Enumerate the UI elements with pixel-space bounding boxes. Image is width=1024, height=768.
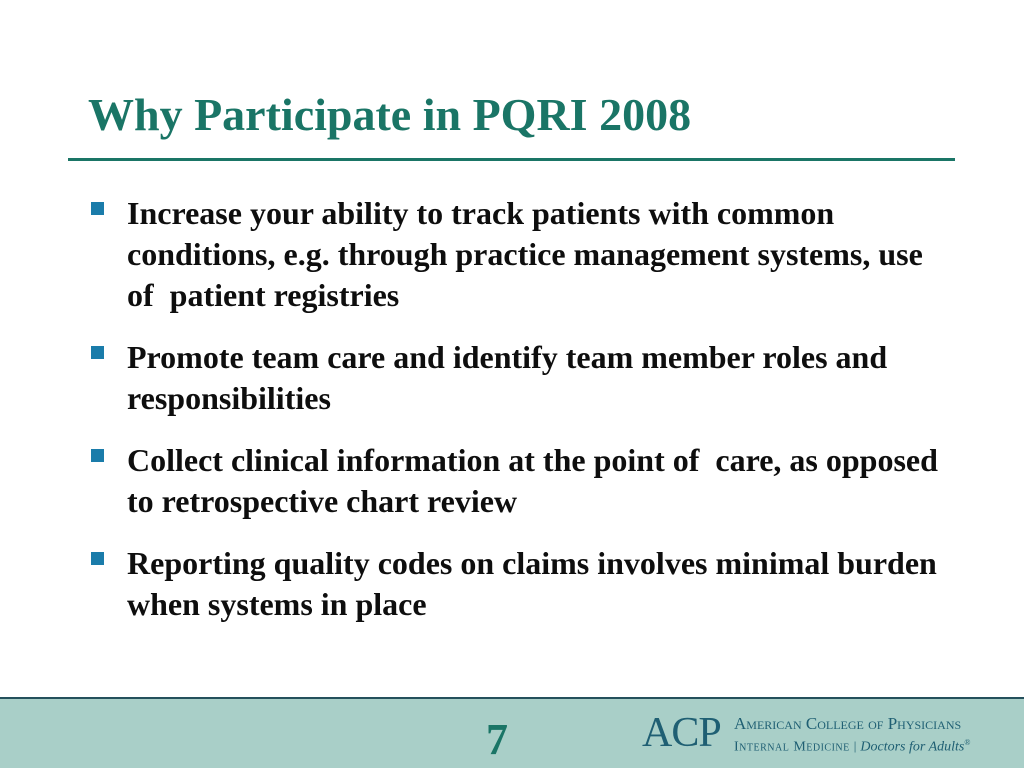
logo-separator: | xyxy=(853,738,857,754)
logo-organization-name: American College of Physicians xyxy=(734,714,962,733)
square-bullet-icon xyxy=(91,552,104,565)
bullet-text: Promote team care and identify team member roles and responsibilities xyxy=(127,339,888,416)
logo-acronym: ACP xyxy=(642,710,721,756)
footer-band xyxy=(0,699,1024,768)
bullet-text: Increase your ability to track patients with common conditions, e.g. through practice management systems, use of patient registries xyxy=(127,195,923,313)
logo-tagline: Doctors for Adults xyxy=(860,739,965,755)
bullet-item xyxy=(88,337,948,419)
title-divider xyxy=(68,158,955,161)
slide-title: Why Participate in PQRI 2008 xyxy=(88,89,692,140)
bullet-text: Collect clinical information at the point of care, as opposed to retrospective chart review xyxy=(127,442,938,519)
registered-mark: ® xyxy=(964,738,971,747)
logo-subline-left: Internal Medicine xyxy=(734,739,850,755)
bullet-item xyxy=(88,440,948,522)
bullet-list xyxy=(88,193,948,646)
bullet-item xyxy=(88,543,948,625)
square-bullet-icon xyxy=(91,202,104,215)
square-bullet-icon xyxy=(91,346,104,359)
page-number: 7 xyxy=(486,715,508,764)
bullet-text: Reporting quality codes on claims involves minimal burden when systems in place xyxy=(127,545,937,622)
bullet-item xyxy=(88,193,948,316)
square-bullet-icon xyxy=(91,449,104,462)
logo-subline xyxy=(734,735,970,755)
